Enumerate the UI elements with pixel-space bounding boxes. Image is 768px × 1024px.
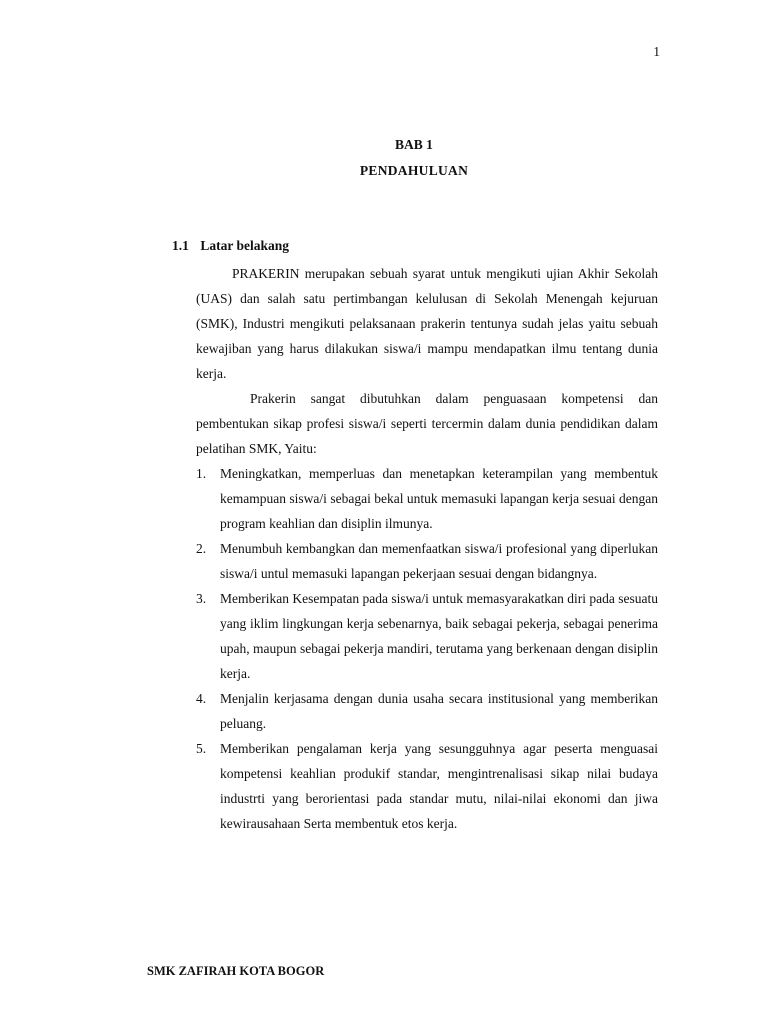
list-marker: 1. bbox=[196, 466, 207, 481]
chapter-title: PENDAHULUAN bbox=[359, 163, 469, 178]
list-item bbox=[196, 461, 658, 536]
list-item bbox=[196, 736, 658, 836]
list-item-text: Memberikan pengalaman kerja yang sesungguhnya agar peserta menguasai kompetensi keahlian produkif standar, mengintrenalisasi sikap nilai budaya industrti yang berorientasi pada standar mutu, nilai-nilai ekonomi dan jiwa kewirausahaan Serta membentuk etos kerja. bbox=[220, 741, 658, 831]
page-footer: SMK ZAFIRAH KOTA BOGOR bbox=[147, 964, 325, 978]
section-number: 1.1 bbox=[172, 238, 189, 253]
list-item bbox=[196, 536, 658, 586]
list-item-text: Memberikan Kesempatan pada siswa/i untuk memasyarakatkan diri pada sesuatu yang iklim lingkungan kerja sebenarnya, baik sebagai pekerja, sebagai penerima upah, maupun sebagai pekerja mandiri, terutama yang berkenaan dengan disiplin kerja. bbox=[220, 591, 658, 681]
section-heading bbox=[172, 238, 289, 254]
paragraph: PRAKERIN merupakan sebuah syarat untuk mengikuti ujian Akhir Sekolah (UAS) dan salah satu pertimbangan kelulusan di Sekolah Menengah kejuruan (SMK), Industri mengikuti pelaksanaan prakerin tentunya sudah jelas yaitu sebuah kewajiban yang harus dilakukan siswa/i mampu mendapatkan ilmu tentang dunia kerja. bbox=[196, 266, 658, 381]
list-marker: 3. bbox=[196, 591, 207, 606]
objectives-list bbox=[196, 461, 658, 836]
section-title: Latar belakang bbox=[200, 238, 290, 253]
list-marker: 2. bbox=[196, 541, 207, 556]
paragraph: Prakerin sangat dibutuhkan dalam penguasaan kompetensi dan pembentukan sikap profesi siswa/i seperti tercermin dalam dunia pendidikan dalam pelatihan SMK, Yaitu: bbox=[196, 391, 658, 456]
page-number: 1 bbox=[653, 44, 660, 59]
list-item bbox=[196, 686, 658, 736]
list-item bbox=[196, 586, 658, 686]
chapter-label: BAB 1 bbox=[395, 137, 433, 152]
list-item-text: Meningkatkan, memperluas dan menetapkan keterampilan yang membentuk kemampuan siswa/i sebagai bekal untuk memasuki lapangan kerja sesuai dengan program keahlian dan disiplin ilmunya. bbox=[220, 466, 658, 531]
list-marker: 4. bbox=[196, 691, 207, 706]
list-item-text: Menumbuh kembangkan dan memenfaatkan siswa/i profesional yang diperlukan siswa/i untul memasuki lapangan pekerjaan sesuai dengan bidangnya. bbox=[220, 541, 658, 581]
list-marker: 5. bbox=[196, 741, 207, 756]
body-text bbox=[196, 261, 658, 836]
list-item-text: Menjalin kerjasama dengan dunia usaha secara institusional yang memberikan peluang. bbox=[220, 691, 658, 731]
